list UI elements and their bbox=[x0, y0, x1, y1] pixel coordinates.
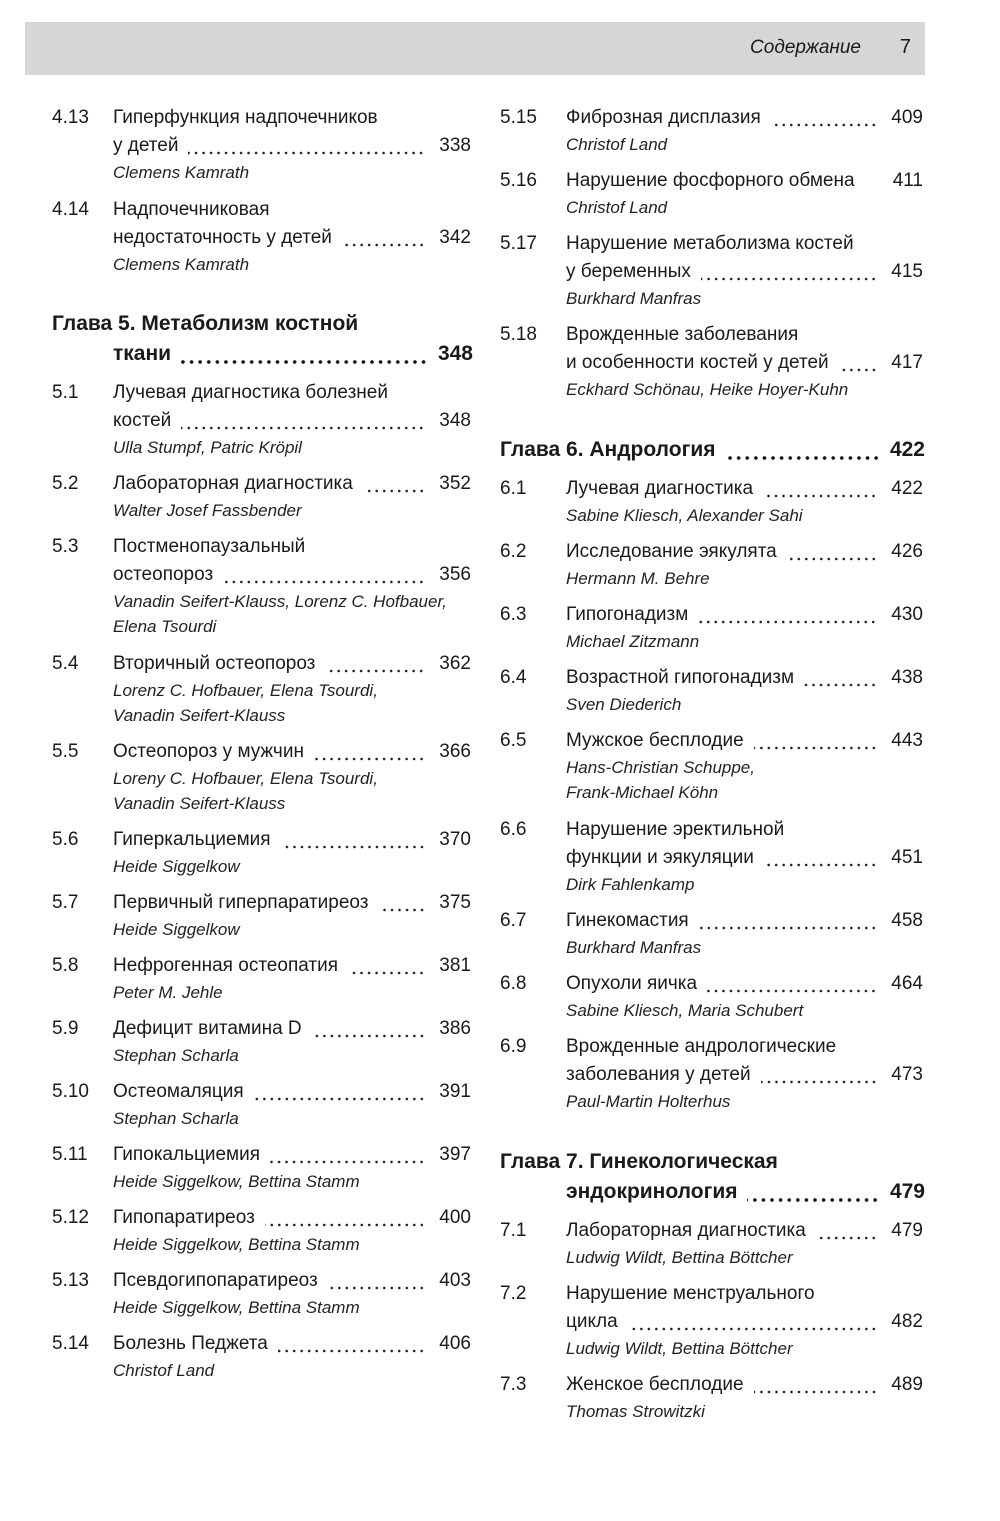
entry-authors: Heide Siggelkow, Bettina Stamm bbox=[113, 1235, 360, 1254]
dot-leader bbox=[763, 475, 877, 503]
section-number: 7.2 bbox=[500, 1283, 527, 1304]
entry-authors: Eckhard Schönau, Heike Hoyer-Kuhn bbox=[566, 380, 849, 399]
entry-title: Мужское бесплодие bbox=[566, 730, 744, 751]
entry-page-number: 406 bbox=[439, 1333, 471, 1354]
section-number: 5.9 bbox=[52, 1018, 79, 1039]
entry-body bbox=[566, 230, 923, 311]
section-number: 7.1 bbox=[500, 1220, 527, 1241]
entry-body bbox=[566, 1217, 923, 1270]
entry-page-number: 352 bbox=[439, 473, 471, 494]
section-number: 5.18 bbox=[500, 324, 537, 345]
entry-body bbox=[566, 321, 923, 402]
dot-leader bbox=[701, 258, 877, 286]
entry-title: Исследование эякулята bbox=[566, 541, 777, 562]
dot-leader bbox=[771, 104, 878, 132]
entry-title-line bbox=[113, 650, 471, 678]
entry-title: Врожденные заболевания bbox=[566, 324, 799, 345]
entry-title-line bbox=[566, 816, 923, 844]
entry-title-line bbox=[113, 1141, 471, 1169]
entry-title: Лабораторная диагностика bbox=[566, 1220, 806, 1241]
entry-body bbox=[113, 379, 471, 460]
entry-body bbox=[566, 907, 923, 960]
entry-title-line bbox=[566, 1308, 923, 1336]
entry-body bbox=[566, 601, 923, 654]
entry-title-line bbox=[566, 167, 923, 195]
entry-authors: Hans-Christian Schuppe, bbox=[566, 758, 755, 777]
entry-body bbox=[113, 889, 471, 942]
entry-title: Вторичный остеопороз bbox=[113, 653, 316, 674]
entry-authors: Heide Siggelkow, Bettina Stamm bbox=[113, 1298, 360, 1317]
entry-authors: Vanadin Seifert-Klauss bbox=[113, 706, 286, 725]
entry-page-number: 479 bbox=[891, 1220, 923, 1241]
section-number: 4.13 bbox=[52, 107, 89, 128]
entry-body bbox=[113, 1078, 471, 1131]
entry-page-number: 482 bbox=[891, 1311, 923, 1332]
entry-title: Нарушение метаболизма костей bbox=[566, 233, 854, 254]
section-number: 4.14 bbox=[52, 199, 89, 220]
entry-page-number: 356 bbox=[439, 564, 471, 585]
entry-body bbox=[566, 1033, 923, 1114]
entry-title-line bbox=[113, 196, 471, 224]
entry-title-line bbox=[113, 407, 471, 435]
entry-title-line bbox=[566, 230, 923, 258]
dot-leader bbox=[181, 339, 428, 367]
dot-leader bbox=[270, 1141, 425, 1169]
chapter-heading[interactable] bbox=[52, 309, 473, 369]
entry-authors: Heide Siggelkow bbox=[113, 857, 240, 876]
entry-body bbox=[113, 533, 471, 639]
dot-leader bbox=[281, 826, 426, 854]
entry-title: функции и эякуляции bbox=[566, 847, 754, 868]
entry-page-number: 375 bbox=[439, 892, 471, 913]
chapter-title: ткани bbox=[113, 342, 172, 365]
dot-leader bbox=[363, 470, 425, 498]
entry-title: Женское бесплодие bbox=[566, 1374, 744, 1395]
entry-title-line bbox=[113, 1204, 471, 1232]
entry-page-number: 386 bbox=[439, 1018, 471, 1039]
entry-title: Остеопороз у мужчин bbox=[113, 741, 304, 762]
entry-page-number: 489 bbox=[891, 1374, 923, 1395]
entry-title-line bbox=[566, 970, 923, 998]
entry-title-line bbox=[113, 132, 471, 160]
entry-title: остеопороз bbox=[113, 564, 214, 585]
entry-title: Опухоли яичка bbox=[566, 973, 698, 994]
entry-body bbox=[113, 1204, 471, 1257]
entry-title: и особенности костей у детей bbox=[566, 352, 829, 373]
dot-leader bbox=[314, 738, 425, 766]
entry-title-line bbox=[113, 1015, 471, 1043]
section-number: 7.3 bbox=[500, 1374, 527, 1395]
section-number: 6.2 bbox=[500, 541, 527, 562]
entry-title: Гипогонадизм bbox=[566, 604, 689, 625]
entry-title: Постменопаузальный bbox=[113, 536, 306, 557]
entry-title: Надпочечниковая bbox=[113, 199, 270, 220]
chapter-page-number: 422 bbox=[889, 438, 925, 461]
entry-title-line bbox=[566, 258, 923, 286]
entry-title: у беременных bbox=[566, 261, 691, 282]
entry-page-number: 411 bbox=[892, 170, 923, 191]
dot-leader bbox=[223, 561, 425, 589]
entry-title-line bbox=[113, 533, 471, 561]
entry-title-line bbox=[113, 104, 471, 132]
entry-body bbox=[113, 104, 471, 185]
entry-body bbox=[113, 952, 471, 1005]
entry-authors: Heide Siggelkow bbox=[113, 920, 240, 939]
entry-authors: Loreny C. Hofbauer, Elena Tsourdi, bbox=[113, 769, 378, 788]
entry-authors: Michael Zitzmann bbox=[566, 632, 700, 651]
entry-authors: Christof Land bbox=[566, 135, 668, 154]
entry-title-line bbox=[566, 601, 923, 629]
entry-title-line bbox=[566, 349, 923, 377]
section-number: 5.7 bbox=[52, 892, 79, 913]
entry-authors: Lorenz C. Hofbauer, Elena Tsourdi, bbox=[113, 681, 378, 700]
entry-authors: Walter Josef Fassbender bbox=[113, 501, 302, 520]
dot-leader bbox=[707, 970, 877, 998]
entry-body bbox=[566, 970, 923, 1023]
entry-body bbox=[566, 538, 923, 591]
entry-authors: Sabine Kliesch, Maria Schubert bbox=[566, 1001, 804, 1020]
entry-title-line bbox=[566, 104, 923, 132]
entry-title-line bbox=[566, 321, 923, 349]
entry-body bbox=[566, 1371, 923, 1424]
entry-title-line bbox=[566, 664, 923, 692]
entry-page-number: 338 bbox=[439, 135, 471, 156]
dot-leader bbox=[325, 650, 425, 678]
entry-page-number: 362 bbox=[439, 653, 471, 674]
section-number: 6.7 bbox=[500, 910, 527, 931]
chapter-title-line bbox=[500, 1147, 925, 1177]
entry-page-number: 342 bbox=[439, 227, 471, 248]
entry-title: Псевдогипопаратиреоз bbox=[113, 1270, 318, 1291]
entry-authors: Christof Land bbox=[113, 1361, 215, 1380]
entry-authors: Hermann M. Behre bbox=[566, 569, 710, 588]
entry-title-line bbox=[566, 907, 923, 935]
entry-title: недостаточность у детей bbox=[113, 227, 332, 248]
entry-title: Нарушение менструального bbox=[566, 1283, 815, 1304]
entry-title: Первичный гиперпаратиреоз bbox=[113, 892, 369, 913]
chapter-title: эндокринология bbox=[566, 1180, 738, 1203]
entry-authors: Clemens Kamrath bbox=[113, 163, 250, 182]
entry-authors: Elena Tsourdi bbox=[113, 617, 217, 636]
section-number: 5.16 bbox=[500, 170, 537, 191]
dot-leader bbox=[379, 889, 426, 917]
section-number: 5.4 bbox=[52, 653, 79, 674]
dot-leader bbox=[348, 952, 425, 980]
entry-page-number: 417 bbox=[891, 352, 923, 373]
section-number: 6.3 bbox=[500, 604, 527, 625]
entry-page-number: 370 bbox=[439, 829, 471, 850]
entry-title-line bbox=[113, 1267, 471, 1295]
section-number: 5.15 bbox=[500, 107, 537, 128]
entry-title: у детей bbox=[113, 135, 179, 156]
entry-authors: Ulla Stumpf, Patric Kröpil bbox=[113, 438, 302, 457]
entry-title: Лучевая диагностика болезней bbox=[113, 382, 388, 403]
entry-authors: Sabine Kliesch, Alexander Sahi bbox=[566, 506, 803, 525]
section-number: 6.9 bbox=[500, 1036, 527, 1057]
chapter-heading[interactable] bbox=[500, 1147, 925, 1207]
entry-title: Нарушение фосфорного обмена bbox=[566, 170, 855, 191]
entry-authors: Heide Siggelkow, Bettina Stamm bbox=[113, 1172, 360, 1191]
entry-body bbox=[566, 816, 923, 897]
entry-title-line bbox=[566, 1033, 923, 1061]
entry-page-number: 381 bbox=[439, 955, 471, 976]
entry-page-number: 409 bbox=[891, 107, 923, 128]
entry-body bbox=[566, 727, 923, 805]
entry-authors: Dirk Fahlenkamp bbox=[566, 875, 695, 894]
dot-leader bbox=[188, 132, 425, 160]
entry-title-line bbox=[113, 826, 471, 854]
entry-title: Нефрогенная остеопатия bbox=[113, 955, 338, 976]
entry-page-number: 458 bbox=[891, 910, 923, 931]
dot-leader bbox=[265, 1204, 426, 1232]
running-header bbox=[25, 22, 925, 75]
entry-page-number: 366 bbox=[439, 741, 471, 762]
entry-title-line bbox=[113, 1078, 471, 1106]
entry-authors: Stephan Scharla bbox=[113, 1046, 239, 1065]
entry-title-line bbox=[566, 727, 923, 755]
dot-leader bbox=[181, 407, 425, 435]
entry-title: Нарушение эректильной bbox=[566, 819, 785, 840]
section-number: 5.1 bbox=[52, 382, 79, 403]
entry-authors: Vanadin Seifert-Klauss bbox=[113, 794, 286, 813]
entry-page-number: 451 bbox=[891, 847, 923, 868]
section-number: 5.14 bbox=[52, 1333, 89, 1354]
section-number: 6.8 bbox=[500, 973, 527, 994]
dot-leader bbox=[254, 1078, 426, 1106]
entry-title: Гиперфункция надпочечников bbox=[113, 107, 378, 128]
entry-page-number: 415 bbox=[891, 261, 923, 282]
entry-title: цикла bbox=[566, 1311, 618, 1332]
entry-page-number: 464 bbox=[891, 973, 923, 994]
entry-title: Лучевая диагностика bbox=[566, 478, 754, 499]
dot-leader bbox=[816, 1217, 877, 1245]
dot-leader bbox=[804, 664, 877, 692]
entry-page-number: 430 bbox=[891, 604, 923, 625]
entry-title-line bbox=[113, 470, 471, 498]
entry-title: Дефицит витамина D bbox=[113, 1018, 302, 1039]
chapter-title: Глава 7. Гинекологическая bbox=[500, 1150, 778, 1173]
section-number: 5.3 bbox=[52, 536, 79, 557]
entry-title: Гипокальциемия bbox=[113, 1144, 260, 1165]
dot-leader bbox=[312, 1015, 426, 1043]
section-number: 5.11 bbox=[52, 1144, 88, 1165]
entry-page-number: 403 bbox=[439, 1270, 471, 1291]
dot-leader bbox=[839, 349, 878, 377]
chapter-title: Глава 5. Метаболизм костной bbox=[52, 312, 359, 335]
entry-body bbox=[113, 1330, 471, 1383]
chapter-title-line bbox=[500, 435, 925, 465]
entry-page-number: 443 bbox=[891, 730, 923, 751]
entry-title: Гипопаратиреоз bbox=[113, 1207, 255, 1228]
section-number: 6.4 bbox=[500, 667, 527, 688]
dot-leader bbox=[278, 1330, 425, 1358]
entry-body bbox=[566, 664, 923, 717]
entry-title: Гинекомастия bbox=[566, 910, 689, 931]
entry-authors: Thomas Strowitzki bbox=[566, 1402, 705, 1421]
section-number: 5.13 bbox=[52, 1270, 89, 1291]
section-number: 6.1 bbox=[500, 478, 527, 499]
entry-authors: Burkhard Manfras bbox=[566, 289, 702, 308]
dot-leader bbox=[754, 727, 878, 755]
dot-leader bbox=[747, 1177, 879, 1205]
entry-title-line bbox=[113, 952, 471, 980]
dot-leader bbox=[764, 844, 877, 872]
chapter-page-number: 348 bbox=[437, 342, 473, 365]
chapter-title-line bbox=[52, 339, 473, 369]
section-number: 5.5 bbox=[52, 741, 79, 762]
entry-title-line bbox=[566, 844, 923, 872]
entry-page-number: 391 bbox=[439, 1081, 471, 1102]
entry-title: Врожденные андрологические bbox=[566, 1036, 837, 1057]
chapter-title: Глава 6. Андрология bbox=[500, 438, 716, 461]
entry-body bbox=[566, 167, 923, 220]
entry-authors: Paul-Martin Holterhus bbox=[566, 1092, 731, 1111]
dot-leader bbox=[698, 601, 877, 629]
entry-title-line bbox=[113, 738, 471, 766]
entry-authors: Frank-Michael Köhn bbox=[566, 783, 719, 802]
dot-leader bbox=[328, 1267, 426, 1295]
entry-title-line bbox=[566, 1217, 923, 1245]
entry-title: Остеомаляция bbox=[113, 1081, 244, 1102]
entry-body bbox=[113, 650, 471, 728]
entry-title: Возрастной гипогонадизм bbox=[566, 667, 795, 688]
entry-authors: Sven Diederich bbox=[566, 695, 682, 714]
entry-page-number: 426 bbox=[891, 541, 923, 562]
page-number: 7 bbox=[899, 36, 911, 58]
entry-title: заболевания у детей bbox=[566, 1064, 751, 1085]
dot-leader bbox=[865, 167, 879, 195]
entry-body bbox=[566, 1280, 923, 1361]
entry-authors: Burkhard Manfras bbox=[566, 938, 702, 957]
entry-title: Лабораторная диагностика bbox=[113, 473, 353, 494]
chapter-page-number: 479 bbox=[889, 1180, 925, 1203]
dot-leader bbox=[342, 224, 425, 252]
dot-leader bbox=[699, 907, 878, 935]
entry-authors: Stephan Scharla bbox=[113, 1109, 239, 1128]
entry-page-number: 397 bbox=[439, 1144, 471, 1165]
entry-authors: Peter M. Jehle bbox=[113, 983, 223, 1002]
entry-authors: Ludwig Wildt, Bettina Böttcher bbox=[566, 1248, 793, 1267]
entry-body bbox=[113, 1015, 471, 1068]
entry-title-line bbox=[113, 561, 471, 589]
entry-authors: Christof Land bbox=[566, 198, 668, 217]
entry-title-line bbox=[113, 379, 471, 407]
entry-authors: Clemens Kamrath bbox=[113, 255, 250, 274]
entry-title-line bbox=[566, 538, 923, 566]
section-number: 5.12 bbox=[52, 1207, 89, 1228]
entry-authors: Ludwig Wildt, Bettina Böttcher bbox=[566, 1339, 793, 1358]
section-number: 5.10 bbox=[52, 1081, 89, 1102]
entry-title-line bbox=[566, 475, 923, 503]
section-number: 5.2 bbox=[52, 473, 79, 494]
entry-title-line bbox=[113, 889, 471, 917]
entry-title: костей bbox=[113, 410, 172, 431]
section-number: 5.8 bbox=[52, 955, 79, 976]
entry-body bbox=[113, 738, 471, 816]
entry-body bbox=[113, 196, 471, 277]
entry-page-number: 473 bbox=[891, 1064, 923, 1085]
entry-title-line bbox=[113, 224, 471, 252]
entry-title-line bbox=[113, 1330, 471, 1358]
entry-authors: Vanadin Seifert-Klauss, Lorenz C. Hofbauer, bbox=[113, 592, 447, 611]
section-number: 5.17 bbox=[500, 233, 537, 254]
entry-body bbox=[113, 470, 471, 523]
running-header-section: Содержание bbox=[750, 37, 861, 58]
entry-title-line bbox=[566, 1061, 923, 1089]
entry-page-number: 422 bbox=[891, 478, 923, 499]
entry-body bbox=[566, 475, 923, 528]
section-number: 5.6 bbox=[52, 829, 79, 850]
entry-page-number: 438 bbox=[891, 667, 923, 688]
entry-title: Гиперкальциемия bbox=[113, 829, 271, 850]
dot-leader bbox=[726, 435, 880, 463]
entry-body bbox=[113, 1267, 471, 1320]
entry-title-line bbox=[566, 1280, 923, 1308]
entry-title: Болезнь Педжета bbox=[113, 1333, 268, 1354]
chapter-title-line bbox=[52, 309, 473, 339]
entry-page-number: 348 bbox=[439, 410, 471, 431]
section-number: 6.5 bbox=[500, 730, 527, 751]
dot-leader bbox=[761, 1061, 878, 1089]
chapter-title-line bbox=[500, 1177, 925, 1207]
entry-title: Фиброзная дисплазия bbox=[566, 107, 761, 128]
entry-title-line bbox=[566, 1371, 923, 1399]
dot-leader bbox=[754, 1371, 878, 1399]
dot-leader bbox=[787, 538, 878, 566]
entry-body bbox=[113, 1141, 471, 1194]
section-number: 6.6 bbox=[500, 819, 527, 840]
entry-body bbox=[566, 104, 923, 157]
entry-body bbox=[113, 826, 471, 879]
entry-page-number: 400 bbox=[439, 1207, 471, 1228]
chapter-heading[interactable] bbox=[500, 435, 925, 465]
dot-leader bbox=[628, 1308, 878, 1336]
